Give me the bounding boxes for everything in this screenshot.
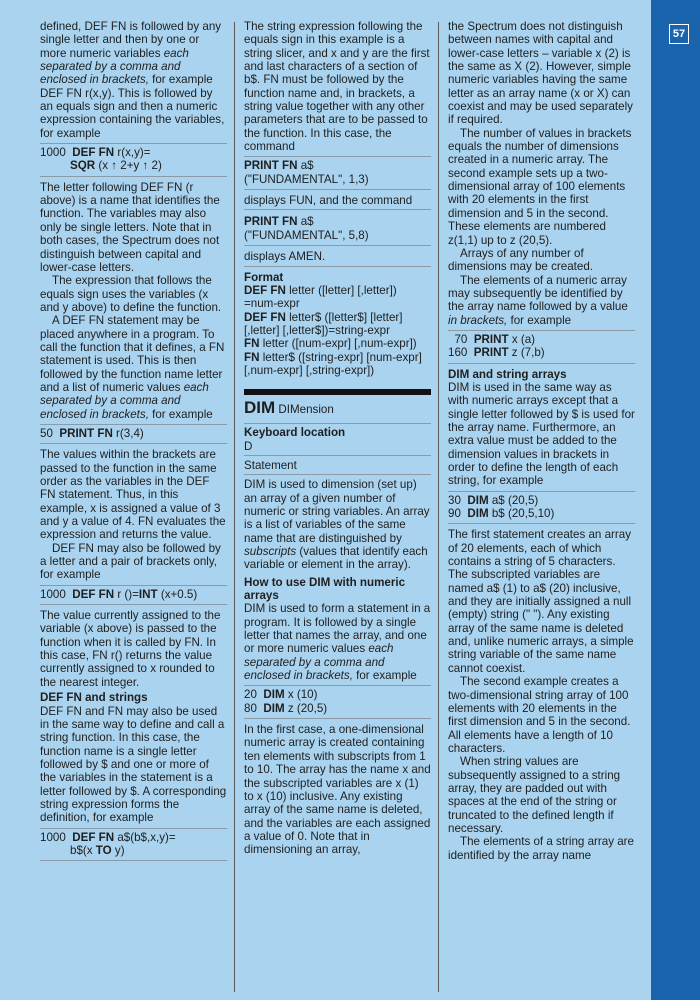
code-line [40, 159, 227, 172]
paragraph [244, 602, 431, 682]
column-1 [40, 20, 227, 865]
paragraph: DEF FN and FN may also be used in the same way to define and call a string function. In this case, the function name is a single letter followed by $ and one or more of the variables in the statement is a letter followed by $. A corresponding string expression forms the definition, for example [40, 704, 227, 825]
keyword: DIM [467, 507, 489, 521]
line-number: 160 [448, 346, 468, 360]
keyboard-location-heading: Keyboard location [244, 423, 431, 439]
code-text: a$ [297, 215, 314, 229]
line-number: 70 [454, 332, 468, 346]
code-line [40, 844, 227, 857]
text: letter ([num-expr] [,num-expr]) [259, 337, 417, 351]
keyword: DEF FN [244, 283, 286, 297]
subheading: How to use DIM with numeric arrays [244, 575, 406, 603]
paragraph: The expression that follows the equals sign uses the variables (x and y above) to define the function. [40, 274, 222, 314]
page-edge-strip [651, 0, 700, 1000]
paragraph: The first statement creates an array of 20 elements, each of which contains a string of 5 characters. The subscripted variables are named a$ (1) to a$ (20) inclusive, and they are initially assigned a null (empty) string (" "). Any existing array of the same name is deleted and, unlike numeric arrays, a simple string variable of the same name cannot coexist. [448, 528, 634, 675]
code-line [40, 588, 227, 601]
heading-text: DIM [244, 398, 276, 418]
subheading: DIM and string arrays [448, 367, 567, 381]
code-line [40, 146, 227, 159]
line-number: 1000 [40, 146, 66, 160]
column-divider [438, 22, 439, 992]
code-line [244, 159, 431, 172]
paragraph: the Spectrum does not distinguish between names with capital and lower-case letters – variable x (2) is the same as X (2). However, simple numeric variables having the same letter as an array name (x or X) can coexist and may be used separately if required. [448, 20, 633, 127]
keyboard-location-value: D [244, 440, 431, 456]
format-heading: Format [244, 270, 284, 284]
paragraph: DEF FN may also be followed by a letter and a pair of brackets only, for example [40, 541, 221, 582]
paragraph: The string expression following the equals sign in this example is a string slicer, and x and y are the first and last characters of a section of b$. FN must be followed by the function name and, in brackets, a string value together with any other parameters that are to be passed to the function. In this case, the command [244, 20, 430, 154]
code-example [244, 156, 431, 190]
column-2 [244, 20, 431, 857]
text: for example [352, 669, 417, 683]
code-text: a$ [297, 159, 314, 173]
paragraph: The values within the brackets are passed to the function in the same order as the variables in the DEF FN statement. Thus, in this example, x is assigned a value of 3 and y a value of 4. FN evaluates the expression and returns the value. [40, 448, 226, 542]
line-number: 1000 [40, 587, 66, 601]
code-line [244, 702, 431, 715]
code-text: z (20,5) [284, 701, 328, 715]
italic-text: in brackets, [448, 313, 508, 327]
keyword: SQR [70, 159, 96, 173]
keyword: DEF FN [72, 587, 115, 601]
code-text: z (7,b) [508, 346, 545, 360]
line-number: 90 [448, 507, 461, 521]
code-text: x (10) [284, 688, 318, 702]
text: A DEF FN statement may be placed anywhere in a program. To call the function that it defines, a FN statement is used. This is then followed by the function name letter and a list of numeric values [40, 314, 225, 394]
line-number: 30 [448, 493, 461, 507]
keyword: INT [138, 587, 158, 601]
paragraph [244, 478, 431, 571]
code-text: x (a) [508, 332, 536, 346]
paragraph: In the first case, a one-dimensional numeric array is created containing ten elements with subscripts from 1 to 10. The array has the name x and the subscripted variables are x (1) to x (10) inclusive. Any existing array of the same name is deleted, and the variables are each assigned a value of 0. Note that in dimensioning an array, [244, 723, 431, 857]
text: for example [148, 407, 213, 421]
paragraph: The elements of a string array are identified by the array name [448, 835, 634, 862]
code-line: ("FUNDAMENTAL", 1,3) [244, 172, 369, 186]
text: for example DEF FN r(x,y). This is followed by an equals sign and then a numeric expression containing the variables, for example [40, 73, 225, 140]
code-line [244, 215, 431, 228]
paragraph: DIM is used in the same way as with numeric arrays except that a single letter followed by $ is used for the array name. Furthermore, an extra value must be added to the dimension values in brackets in order to define the length of each string, for example [448, 380, 635, 488]
page-number: 57 [669, 24, 689, 44]
subheading: DEF FN and strings [40, 691, 148, 705]
text: (values that identify each variable or element in the array). [244, 545, 428, 572]
keyword: PRINT [473, 332, 509, 346]
format-line [244, 351, 431, 378]
keyword: FN [244, 337, 260, 351]
code-line [40, 831, 227, 844]
code-example [40, 585, 227, 605]
line-number: 80 [244, 701, 257, 715]
code-example [40, 828, 227, 862]
code-example [448, 330, 635, 364]
heading-subtext: DIMension [275, 403, 334, 417]
keyword: DEF FN [72, 146, 115, 160]
column-divider [234, 22, 235, 992]
code-example [40, 424, 227, 444]
code-text: r ()= [114, 587, 139, 601]
format-line [244, 284, 431, 311]
code-text: a$ (20,5) [488, 493, 539, 507]
paragraph: The value currently assigned to the variable (x above) is passed to the function when it is called by FN. In this case, FN r() returns the value currently assigned to x rounded to the nearest integer. [40, 609, 221, 689]
text: for example [507, 313, 572, 327]
keyword: DIM [263, 701, 285, 715]
text: DIM is used to form a statement in a program. It is followed by a single letter that names the array, and one or more numeric values [244, 602, 431, 656]
code-text: r(3,4) [112, 426, 144, 440]
code-example [244, 685, 431, 719]
code-line [448, 346, 635, 359]
paragraph [40, 20, 227, 140]
text: defined, DEF FN is followed by any single letter and then by one or more numeric variables [40, 20, 222, 60]
keyword: DEF FN [72, 830, 115, 844]
italic-text: each separated by a comma and enclosed in brackets, [244, 642, 394, 683]
paragraph: Arrays of any number of dimensions may be created. [448, 246, 593, 274]
dim-heading [244, 389, 431, 421]
keyword: PRINT FN [59, 426, 113, 440]
keyword: TO [95, 843, 112, 857]
text: DIM is used to dimension (set up) an array of a given number of numeric or string variables. An array is a list of variables of the same name that are distinguished by [244, 478, 430, 545]
code-text: (x ↑ 2+y ↑ 2) [95, 159, 162, 173]
code-line [244, 688, 431, 701]
code-line [448, 494, 635, 507]
text: letter$ ([string-expr] [num-expr] [,num-expr] [,string-expr]) [244, 350, 422, 377]
keyword: FN [244, 350, 260, 364]
paragraph: The letter following DEF FN (r above) is a name that identifies the function. The variables may also only be single letters. Note that in both cases, the Spectrum does not distinguish between capital and lower-case letters. [40, 180, 220, 274]
italic-text: each separated by a comma and enclosed in brackets, [40, 380, 209, 421]
italic-text: each separated by a comma and enclosed in brackets, [40, 46, 189, 87]
code-text: b$ (20,5,10) [488, 507, 555, 521]
text: letter ([letter] [,letter]) =num-expr [244, 283, 397, 311]
keyword: PRINT [473, 346, 509, 360]
code-line [448, 507, 635, 520]
format-line [244, 311, 431, 338]
code-example [244, 213, 431, 246]
paragraph: When string values are subsequently assigned to a string array, they are padded out with spaces at the end of the string or truncated to the defined length if necessary. [448, 755, 621, 835]
line-number: 50 [40, 426, 53, 440]
keyword: DIM [263, 688, 285, 702]
keyword: DIM [467, 493, 489, 507]
column-3 [448, 20, 635, 862]
italic-text: subscripts [244, 545, 297, 558]
code-text: r(x,y)= [114, 146, 151, 160]
paragraph [448, 274, 635, 327]
paragraph: displays AMEN. [244, 250, 431, 266]
line-number: 1000 [40, 830, 66, 844]
code-line [40, 427, 227, 440]
statement-label: Statement [244, 459, 431, 475]
code-example [448, 491, 635, 525]
text: The elements of a numeric array may subsequently be identified by the array name followed by a value [448, 273, 628, 314]
code-text: (x+0.5) [157, 587, 198, 601]
code-example [40, 143, 227, 177]
code-line: ("FUNDAMENTAL", 5,8) [244, 228, 369, 242]
keyword: DEF FN [244, 310, 286, 324]
keyword: PRINT FN [244, 215, 298, 229]
code-text: b$(x [70, 843, 96, 857]
text: letter$ ([letter$] [letter] [,letter] [,letter$])=string-expr [244, 310, 403, 337]
paragraph [40, 314, 227, 421]
paragraph: displays FUN, and the command [244, 194, 431, 210]
code-text: a$(b$,x,y)= [114, 830, 176, 844]
paragraph: The number of values in brackets equals the number of dimensions created in a numeric array. The second example sets up a two-dimensional array of 100 elements with 20 elements in the first dimension and 5 in the second. These elements are numbered z(1,1) up to z (20,5). [448, 126, 632, 247]
paragraph: The second example creates a two-dimensional string array of 100 elements with 20 elements in the first dimension and 5 in the second. All elements have a length of 10 characters. [448, 675, 631, 755]
keyword: PRINT FN [244, 159, 298, 173]
code-line [448, 333, 635, 346]
format-line [244, 337, 431, 350]
code-text: y) [111, 843, 125, 857]
line-number: 20 [244, 688, 257, 702]
